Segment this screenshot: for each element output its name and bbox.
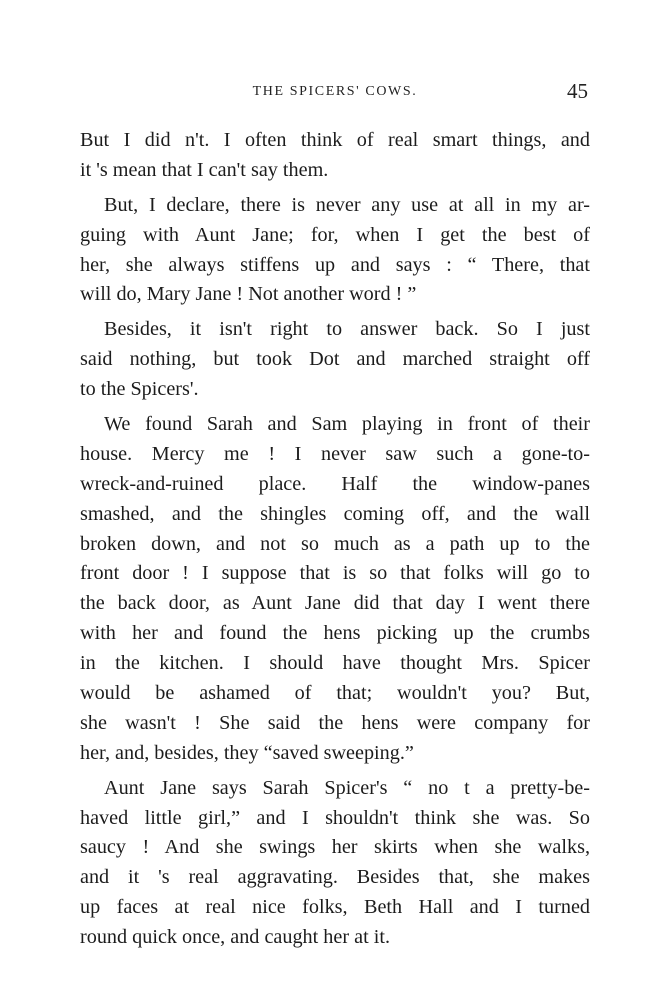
- text-line: said nothing, but took Dot and marched straight off: [80, 348, 590, 371]
- text-line: We found Sarah and Sam playing in front of their: [104, 413, 590, 436]
- text-line: saucy ! And she swings her skirts when she walks,: [80, 836, 590, 859]
- text-line: her, and, besides, they “saved sweeping.”: [80, 741, 414, 764]
- text-line: But I did n't. I often think of real smart things, and: [80, 129, 590, 151]
- text-line: would be ashamed of that; wouldn't you? But,: [80, 682, 590, 705]
- text-line: in the kitchen. I should have thought Mrs. Spicer: [80, 652, 590, 675]
- running-head: [80, 79, 590, 109]
- text-line: with her and found the hens picking up the crumbs: [80, 622, 590, 645]
- text-line: her, she always stiffens up and says : “ There, that: [80, 253, 590, 276]
- text-line: front door ! I suppose that is so that folks will go to: [80, 562, 590, 585]
- text-line: haved little girl,” and I shouldn't think she was. So: [80, 806, 590, 829]
- body-text: [80, 126, 590, 953]
- text-line: broken down, and not so much as a path up to the: [80, 532, 590, 555]
- text-line: it 's mean that I can't say them.: [80, 158, 329, 181]
- text-line: she wasn't ! She said the hens were company for: [80, 711, 590, 734]
- running-title: THE SPICERS' COWS.: [252, 84, 418, 99]
- text-line: house. Mercy me ! I never saw such a gone-to-: [80, 442, 590, 465]
- text-line: will do, Mary Jane ! Not another word ! ”: [80, 283, 417, 306]
- text-line: round quick once, and caught her at it.: [80, 926, 390, 949]
- text-line: to the Spicers'.: [80, 378, 199, 401]
- text-line: up faces at real nice folks, Beth Hall and I turned: [80, 896, 590, 919]
- text-line: wreck-and-ruined place. Half the window-panes: [80, 472, 590, 495]
- page-number: 45: [567, 79, 588, 103]
- text-line: the back door, as Aunt Jane did that day I went there: [80, 592, 590, 615]
- text-line: smashed, and the shingles coming off, and the wall: [80, 502, 590, 525]
- text-line: Besides, it isn't right to answer back. So I just: [104, 318, 590, 341]
- text-line: Aunt Jane says Sarah Spicer's “ no t a pretty-be-: [104, 776, 590, 799]
- text-line: But, I declare, there is never any use at all in my ar-: [104, 193, 590, 216]
- text-line: guing with Aunt Jane; for, when I get the best of: [80, 223, 590, 246]
- text-line: and it 's real aggravating. Besides that, she makes: [80, 866, 590, 889]
